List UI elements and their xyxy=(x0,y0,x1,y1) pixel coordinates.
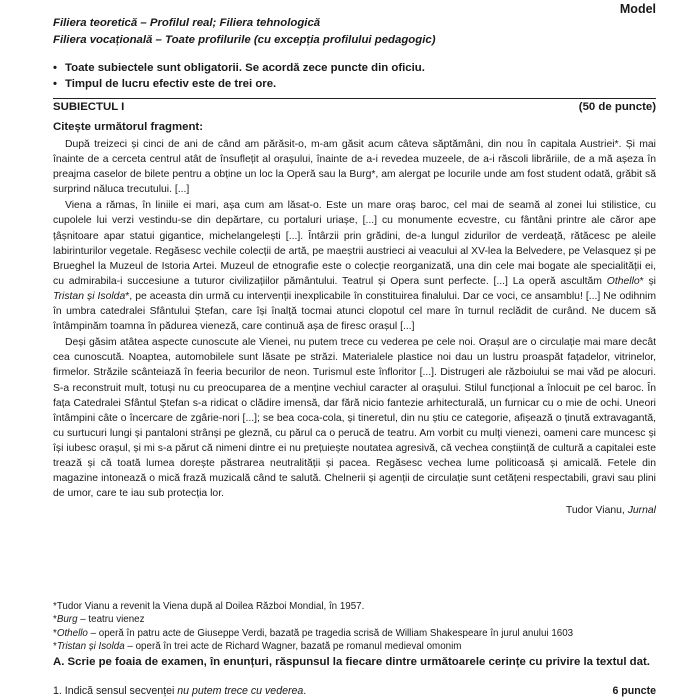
section-divider xyxy=(53,98,656,99)
question-1: 1. Indică sensul secvenței nu putem trece cu vederea. 6 puncte xyxy=(53,685,656,697)
bullet-icon: • xyxy=(53,62,57,74)
passage-paragraph-3: Deși găsim atâtea aspecte cunoscute ale Vienei, nu putem trece cu vederea pe cele noi. Orașul are o circulație mai mare decât cea cunoscută. Noaptea, automobilele sunt lăsate pe străzi. Materialele plastice noi dau un lustru proaspăt fațadelor, vitrinelor, firmelor. Străzile scânteiază în feeria becurilor de neon. Turismul este înfloritor [...]. Distrugeri ale războiului se mai văd pe alocuri. S-a reconstruit mult, totuși nu cu preocuparea de a menține vechiul caracter al orașului. Stilul funcțional a înlocuit pe cel baroc. În fața Catedralei Sfântul Ștefan s-a ridicat o clădire imensă, dar fără nicio fantezie arhitecturală, un furnicar cu o mie de ochi. Uneori întâmpini câte o încercare de zgârie-nori [...]; se bea coca-cola, și tineretul, din nu știu ce categorie, afișează o ținută extravagantă, cu surtucuri lungi și pantaloni strânși pe gleznă, cu părul ca o perucă de teatru. Am vorbit cu mulți vienezi, oameni care muncesc și își iubesc orașul, și mi s-a părut că nimeni dintre ei nu prețuiește noutatea agresivă, că vechea conștiință de cultură a capitalei este trează și că toată lumea dorește păstrarea neutralității și pacea. Regăsesc vechea lume politicoasă și amicală. Fetele din magazine intonează o mică frază muzicală când te salută. Chelnerii și agenții de circulație sunt cetățeni respectabili, gravi sau plini de umor, care te iau sub protecția lor. xyxy=(53,337,656,500)
footnote-4: *Tristan și Isolda – operă în trei acte de Richard Wagner, bazată pe romanul medieval omonim xyxy=(53,641,462,653)
instruction-item: • Timpul de lucru efectiv este de trei ore. xyxy=(53,78,277,90)
filiera-line-2: Filiera vocațională – Toate profilurile (cu excepția profilului pedagogic) xyxy=(53,34,436,46)
footnotes xyxy=(53,600,656,654)
subject-title: SUBIECTUL I xyxy=(53,101,125,113)
filiera-line-1: Filiera teoretică – Profilul real; Filiera tehnologică xyxy=(53,17,321,29)
passage-paragraph-2: Viena a rămas, în liniile ei mari, așa cum am lăsat-o. Este un mare oraș baroc, cel mai de seamă al zonei lui stilistice, cu cupolele lui verzi vestindu-se din depărtare, cu portaluri uriașe, [...] cu monumente ecvestre, cu fântâni printre ale căror ape țâșnitoare apar statui gigantice, michelangelești [...]. Întârzii prin grădini, de-a lungul zidurilor de verdeață, rătăcesc pe aleile labirinturilor vegetale. Regăsesc vechile colecții de artă, pe maeștrii austrieci ai veacului al XV-lea la Belvedere, pe Velasquez și pe Brueghel la Muzeul de Istoria Artei. Muzeul de etnografie este o colecție reorganizată, una din cele mai bogate ale specialității ei, cu admirabila-i succesiune a tuturor civilizațiilor pământului. Teatrul și Opera sunt perfecte. [...] La operă ascultăm Othello* și Tristan și Isolda*, pe aceasta din urmă cu intervenții inexplicabile în constituirea finalului. Dar ce voci, ce ansamblu! [...] Ne odihnim în umbra catedralei Sfântului Ștefan, care își înalță tocmai atunci clopotul cel mare în turnul reclădit de curând. Ne ducem să întâmpinăm toamna în pădurea vieneză, care continuă așa de firesc orașul [...] xyxy=(53,200,656,333)
footnote-3: *Othello – operă în patru acte de Giuseppe Verdi, bazată pe tragedia scrisă de William Shakespeare în jurul anului 1603 xyxy=(53,627,574,639)
instructions-list xyxy=(53,60,425,92)
task-heading: A. Scrie pe foaia de examen, în enunțuri, răspunsul la fiecare dintre următoarele cerințe cu privire la textul dat. xyxy=(53,656,650,668)
footnote-2: *Burg – teatru vienez xyxy=(53,614,145,626)
question-1-points: 6 puncte xyxy=(612,685,656,697)
model-label: Model xyxy=(619,2,656,16)
instruction-item: • Toate subiectele sunt obligatorii. Se acordă zece puncte din oficiu. xyxy=(53,62,425,74)
passage-paragraph-1: După treizeci și cinci de ani de când am părăsit-o, m-am găsit acum câteva săptămâni, din nou în capitala Austriei*. Și mai înainte de a cerceta centrul atât de însuflețit al orașului, înainte de a-i revedea muzeele, de a-i răscoli librăriile, de a mă așeza în preajma caselor de bilete pentru a obține un loc la Operă sau la Burg*, am alergat pe locurile unde am fost student odată, grăbit să surprind năluca trecutului. [...] xyxy=(53,139,656,196)
passage-source: Tudor Vianu, Jurnal xyxy=(565,505,656,517)
reading-instruction: Citește următorul fragment: xyxy=(53,121,203,133)
subject-heading xyxy=(53,101,656,113)
bullet-icon: • xyxy=(53,78,57,90)
subject-points: (50 de puncte) xyxy=(578,101,656,113)
footnote-1: *Tudor Vianu a revenit la Viena după al Doilea Război Mondial, în 1957. xyxy=(53,601,365,612)
passage xyxy=(53,137,656,518)
